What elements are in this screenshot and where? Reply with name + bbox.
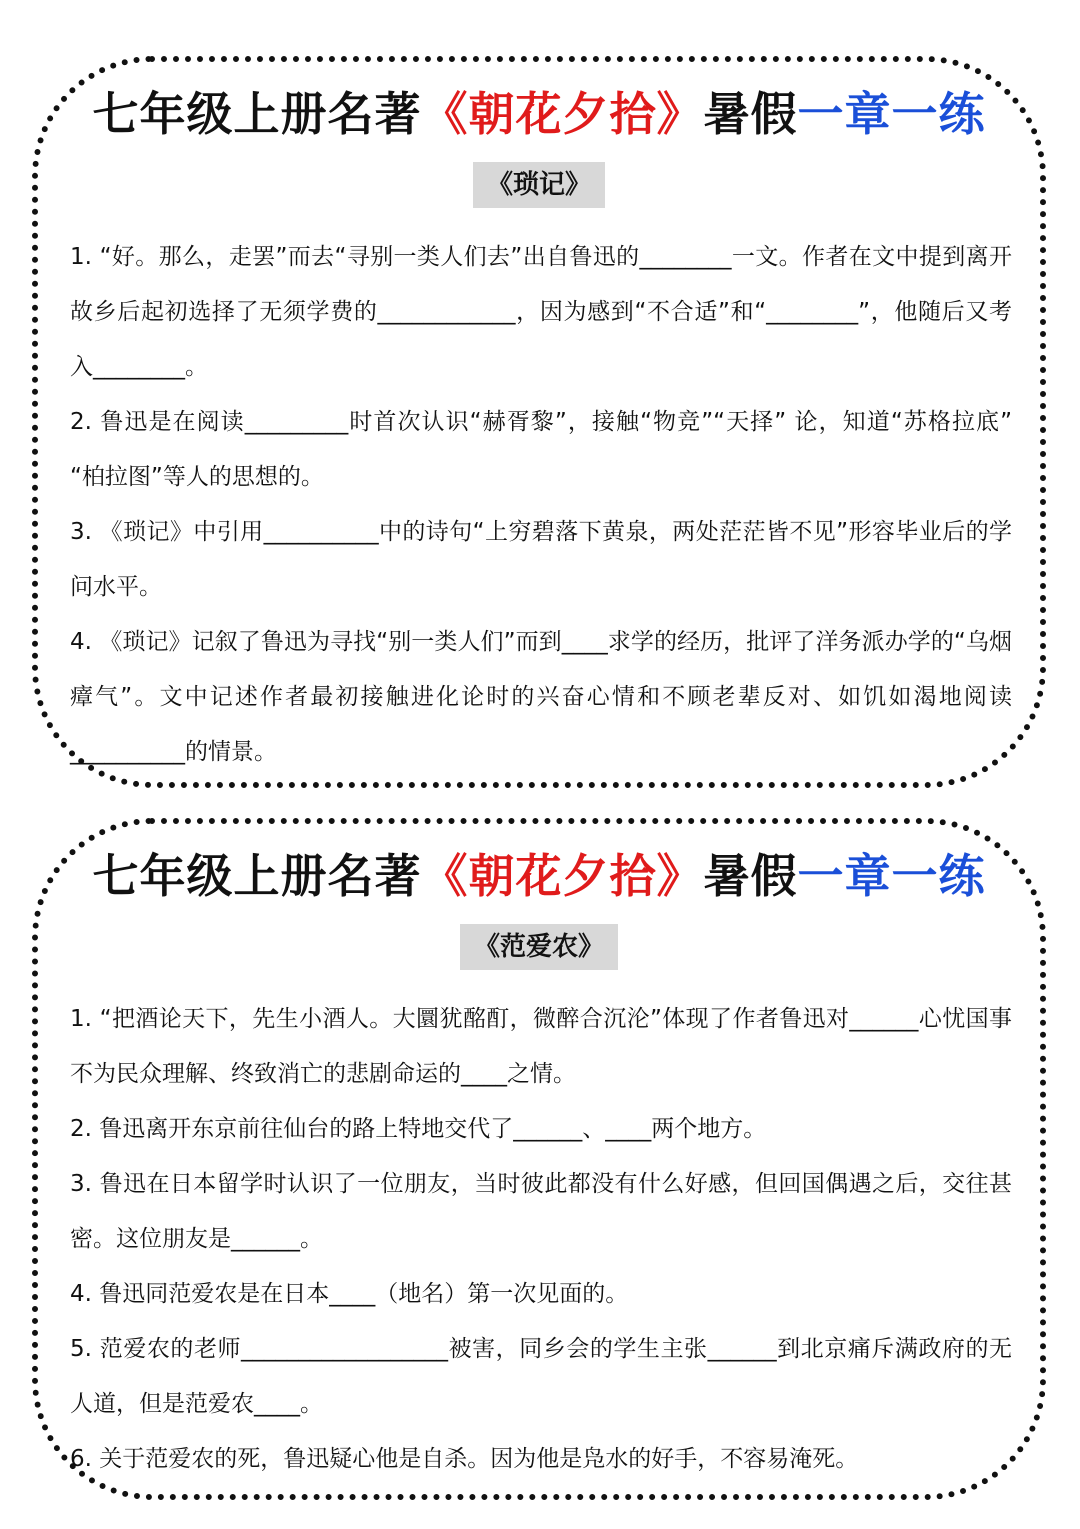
title-book: 《朝花夕拾》	[421, 87, 704, 141]
title-summer: 暑假	[703, 87, 798, 141]
title-grade: 七年级上册名著	[92, 87, 422, 141]
title-summer: 暑假	[703, 849, 798, 903]
question-item: 1. “好。那么，走罢”而去“寻别一类人们去”出自鲁迅的________一文。作者在文中提到离开故乡后起初选择了无须学费的____________，因为感到“不合适”和“________”，他随后又考入________。	[70, 244, 1012, 380]
question-item: 4. 《琐记》记叙了鲁迅为寻找“别一类人们”而到____求学的经历，批评了洋务派办学的“乌烟瘴气”。文中记述作者最初接触进化论时的兴奋心情和不顾老辈反对、如饥如渴地阅读__________的情景。	[70, 629, 1012, 765]
title-practice: 一章一练	[797, 849, 986, 903]
question-item: 3. 鲁迅在日本留学时认识了一位朋友，当时彼此都没有什么好感，但回国偶遇之后，交往甚密。这位朋友是______。	[70, 1171, 1012, 1252]
question-list	[70, 992, 1012, 1487]
question-list	[70, 230, 1012, 780]
title-book: 《朝花夕拾》	[421, 849, 704, 903]
card-title	[38, 84, 1040, 144]
question-item: 3. 《琐记》中引用__________中的诗句“上穷碧落下黄泉，两处茫茫皆不见”形容毕业后的学问水平。	[70, 519, 1012, 600]
question-item: 5. 范爱农的老师__________________被害，同乡会的学生主张______到北京痛斥满政府的无人道，但是范爱农____。	[70, 1336, 1012, 1417]
question-item: 4. 鲁迅同范爱农是在日本____（地名）第一次见面的。	[70, 1281, 629, 1307]
title-practice: 一章一练	[797, 87, 986, 141]
chapter-label: 《琐记》	[473, 162, 605, 208]
exercise-card-1	[32, 56, 1046, 788]
exercise-card-2	[32, 818, 1046, 1500]
chapter-label: 《范爱农》	[460, 924, 618, 970]
question-item: 1. “把酒论天下，先生小酒人。大圜犹酩酊，微醉合沉沦”体现了作者鲁迅对______心忧国事不为民众理解、终致消亡的悲剧命运的____之情。	[70, 1006, 1012, 1087]
card-title	[38, 846, 1040, 906]
question-item: 2. 鲁迅离开东京前往仙台的路上特地交代了______、____两个地方。	[70, 1116, 767, 1142]
question-item: 6. 关于范爱农的死，鲁迅疑心他是自杀。因为他是凫水的好手，不容易淹死。	[70, 1446, 859, 1472]
question-item: 2. 鲁迅是在阅读_________时首次认识“赫胥黎”，接触“物竞”“天择” 论，知道“苏格拉底” “柏拉图”等人的思想的。	[70, 409, 1012, 490]
title-grade: 七年级上册名著	[92, 849, 422, 903]
